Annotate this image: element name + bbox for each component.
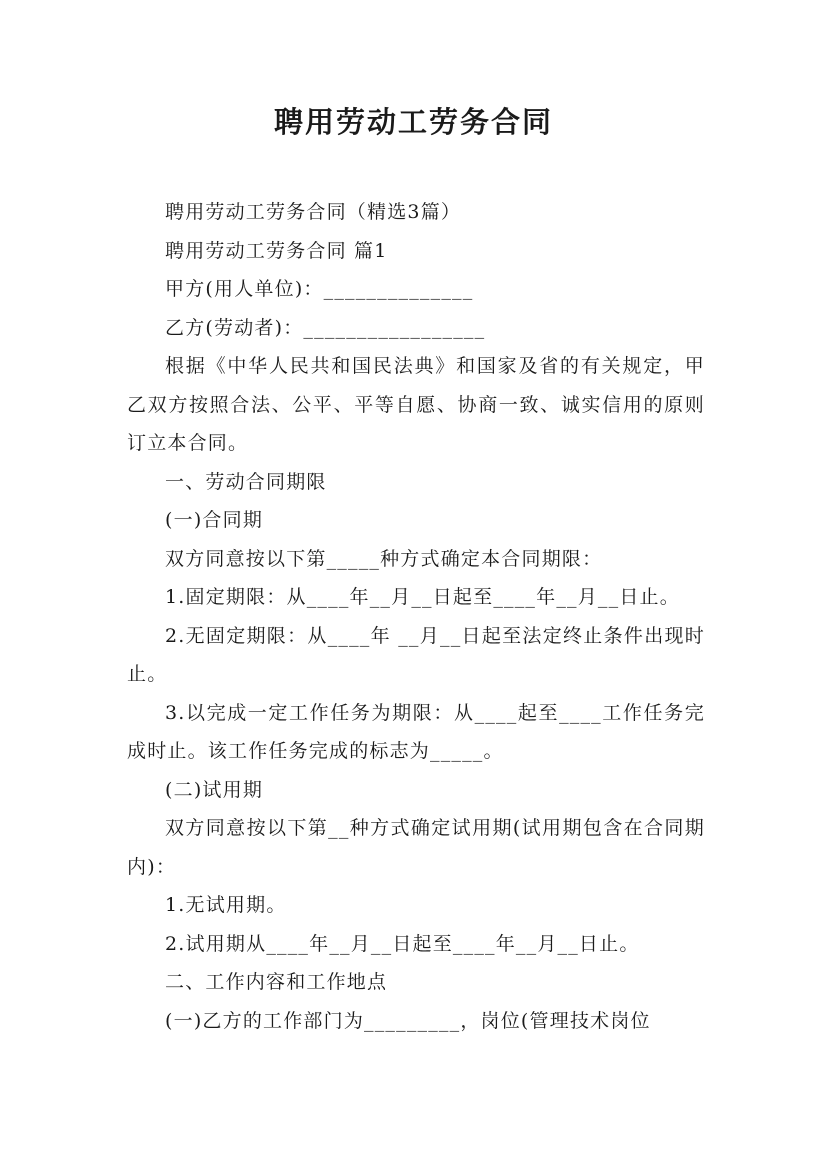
list-item-task-term: 3.以完成一定工作任务为期限：从____起至____工作任务完成时止。该工作任务完成的标志为_____。 <box>127 701 705 762</box>
document-title: 聘用劳动工劳务合同 <box>273 105 553 139</box>
list-item-fixed-term: 1.固定期限：从____年__月__日起至____年__月__日止。 <box>165 586 680 608</box>
paragraph-party-a: 甲方(用人单位)：______________ <box>165 278 474 300</box>
paragraph-preamble: 根据《中华人民共和国民法典》和国家及省的有关规定，甲乙双方按照合法、公平、平等自愿、协商一致、诚实信用的原则订立本合同。 <box>127 355 705 454</box>
list-item-no-probation: 1.无试用期。 <box>165 894 287 916</box>
list-item-probation-period: 2.试用期从____年__月__日起至____年__月__日止。 <box>165 932 640 955</box>
list-item-open-term: 2.无固定期限：从____年 __月__日起至法定终止条件出现时止。 <box>127 624 705 685</box>
paragraph-term-method: 双方同意按以下第_____种方式确定本合同期限： <box>165 547 603 570</box>
paragraph-article-number: 聘用劳动工劳务合同 篇1 <box>165 239 388 262</box>
subsection-contract-period: (一)合同期 <box>165 509 264 531</box>
document-body <box>127 193 705 1040</box>
section-heading-work-content: 二、工作内容和工作地点 <box>165 971 388 993</box>
paragraph-probation-method: 双方同意按以下第__种方式确定试用期(试用期包含在合同期内)： <box>127 817 705 878</box>
paragraph-party-b: 乙方(劳动者)：_________________ <box>165 316 486 339</box>
paragraph-work-department: (一)乙方的工作部门为_________，岗位(管理技术岗位 <box>165 1009 651 1032</box>
paragraph-heading-selection: 聘用劳动工劳务合同（精选3篇） <box>165 201 462 223</box>
subsection-probation: (二)试用期 <box>165 778 264 801</box>
section-heading-contract-term: 一、劳动合同期限 <box>165 470 327 493</box>
